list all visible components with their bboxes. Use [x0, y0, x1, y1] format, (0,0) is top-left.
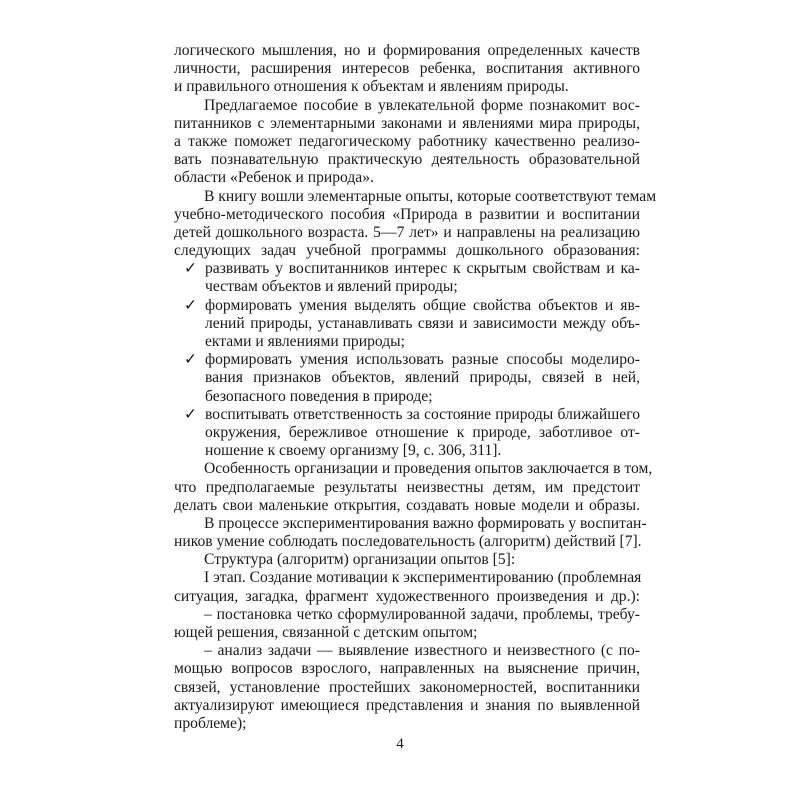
text-line: питанников с элементарными законами и явлениями мира природы,	[174, 114, 640, 132]
bullet-item	[174, 260, 640, 278]
text-line: учебно-методического пособия «Природа в развитии и воспитании	[174, 205, 640, 223]
text-line: детей дошкольного возраста. 5—7 лет» и направлены на реализацию	[174, 223, 640, 241]
text-line: I этап. Создание мотивации к экспериментированию (проблемная	[204, 569, 642, 587]
bullet-text: формировать умения использовать разные способы моделиро-	[205, 351, 640, 369]
text-line: лений природы, устанавливать связи и зависимости между объ-	[205, 314, 640, 332]
text-line: вания признаков объектов, явлений природы, связей в ней,	[205, 369, 640, 387]
text-line: области «Ребенок и природа».	[174, 169, 374, 187]
text-line: В процессе экспериментирования важно формировать у воспитан-	[204, 514, 647, 532]
text-line: окружения, бережливое отношение к природе, заботливое от-	[205, 423, 640, 441]
text-line: – постановка четко сформулированной задачи, проблемы, требу-	[204, 605, 640, 623]
text-line: актуализируют имеющиеся представления и знания по выявленной	[174, 696, 640, 714]
text-line: безопасного поведения в природе;	[205, 387, 433, 405]
text-line: Особенность организации и проведения опытов заключается в том,	[204, 460, 653, 478]
text-line: ектами и явлениями природы;	[205, 333, 405, 350]
page-number: 4	[396, 736, 404, 752]
bullet-item	[174, 406, 640, 424]
text-line: ющей решения, связанной с детским опытом;	[174, 624, 478, 641]
checkmark-icon: ✓	[184, 351, 198, 369]
text-line: ношение к своему организму [9, с. 306, 311].	[205, 442, 502, 460]
text-line: Структура (алгоритм) организации опытов [5]:	[204, 551, 516, 569]
text-line: а также поможет педагогическому работнику качественно реализо-	[174, 132, 640, 150]
text-line: Предлагаемое пособие в увлекательной форме познакомит вос-	[204, 96, 640, 114]
text-line: что предполагаемые результаты неизвестны детям, им предстоит	[174, 478, 640, 496]
checkmark-icon: ✓	[184, 260, 198, 278]
body-text	[174, 42, 657, 733]
text-line: проблеме);	[174, 714, 247, 732]
checkmark-icon: ✓	[184, 296, 198, 314]
text-line: и правильного отношения к объектам и явлениям природы.	[174, 78, 569, 96]
text-line: мощью вопросов взрослого, направленных на выяснение причин,	[174, 660, 640, 678]
text-line: вать познавательную практическую деятельность образовательной	[174, 151, 640, 169]
text-line: чествам объектов и явлений природы;	[205, 278, 458, 296]
bullet-text: формировать умения выделять общие свойства объектов и яв-	[205, 296, 640, 314]
text-line: – анализ задачи — выявление известного и неизвестного (с по-	[204, 642, 640, 660]
text-line: ситуация, загадка, фрагмент художественного произведения и др.):	[174, 587, 640, 605]
text-line: связей, установление простейших закономерностей, воспитанники	[174, 678, 640, 696]
bullet-text: развивать у воспитанников интерес к скрытым свойствам и ка-	[205, 260, 640, 278]
text-line: следующих задач учебной программы дошкольного образования:	[174, 242, 640, 260]
bullet-item	[174, 351, 640, 369]
bullet-text: воспитывать ответственность за состояние природы ближайшего	[205, 405, 640, 423]
text-line: личности, расширения интересов ребенка, воспитания активного	[174, 60, 640, 78]
bullet-item	[174, 297, 640, 315]
text-line: ников умение соблюдать последовательность (алгоритм) действий [7].	[174, 533, 642, 551]
checkmark-icon: ✓	[184, 405, 198, 423]
text-line: логического мышления, но и формирования определенных качеств	[174, 42, 640, 59]
text-line: В книгу вошли элементарные опыты, которые соответствуют темам	[204, 187, 657, 205]
text-line: делать свои маленькие открытия, создавать новые модели и образы.	[174, 496, 640, 514]
